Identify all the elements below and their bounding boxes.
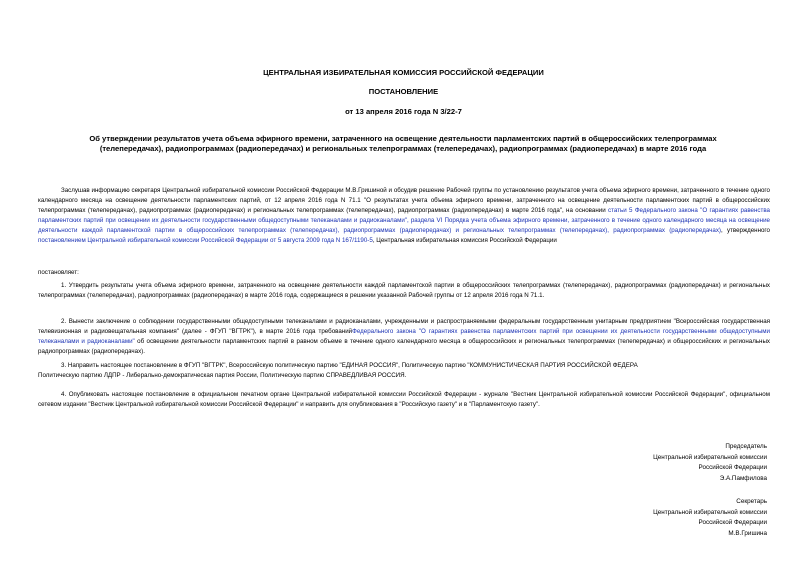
- item-2-text-1: 2. Вынести заключение о соблюдении государственными общедоступными телеканалами и радиоканалами, учрежденными и распространяемыми федеральным государственным унитарным предприятием "Всероссийская государственная телевизионная и радиовещательная компания" (далее - ФГУП "ВГТРК"), в марте 2016 года требований: [38, 318, 770, 335]
- item-2-paragraph: [38, 317, 770, 357]
- signature-role: Председатель: [725, 443, 767, 450]
- signature-name: Э.А.Памфилова: [719, 474, 767, 482]
- item-2-text-2: об освещении деятельности парламентских партий в равном объеме в течение одного календарного месяца в общероссийских и региональных телепрограммах (телепередачах) и общероссийских и региональных радиопрограммах (радиопередачах).: [38, 338, 770, 355]
- signature-org-line-2: Российской Федерации: [698, 464, 767, 471]
- signature-org-line-1: Центральной избирательной комиссии: [653, 453, 767, 461]
- decree-word: постановляет:: [38, 269, 79, 276]
- secretary-signature-block: [653, 497, 767, 539]
- intro-text-1: Заслушав информацию секретаря Центральной избирательной комиссии Российской Федерации М.В.Гришиной и обсудив решение Рабочей группы по установлению результатов учета объема эфирного времени, затраченного в течение одного календарного месяца на освещение деятельности парламентских партий, от 12 апреля 2016 года N 71.1 "О результатах учета объема эфирного времени, затраченного на освещение деятельности парламентских партий в общероссийских телепрограммах (телепередачах), радиопрограммах (радиопередачах) и региональных телепрограммах (телепередачах), радиопрограммах (радиопередачах) в марте 2016 года", на основании: [38, 187, 770, 214]
- date-number-heading: от 13 апреля 2016 года N 3/22-7: [345, 107, 462, 116]
- cec-resolution-link[interactable]: постановлением Центральной избирательной комиссии Российской Федерации от 5 августа 2009 года N 167/1190-5: [38, 237, 373, 244]
- intro-text-3: , Центральная избирательная комиссия Российской Федерации: [372, 237, 557, 244]
- item-3-paragraph: [38, 361, 770, 381]
- intro-paragraph: [38, 186, 770, 246]
- signature-org-line-2: Российской Федерации: [698, 519, 767, 526]
- org-heading: ЦЕНТРАЛЬНАЯ ИЗБИРАТЕЛЬНАЯ КОМИССИЯ РОССИЙСКОЙ ФЕДЕРАЦИИ: [263, 68, 544, 77]
- intro-text-2: , утвержденного: [720, 227, 770, 234]
- doc-type-heading: ПОСТАНОВЛЕНИЕ: [368, 87, 439, 96]
- signature-org-line-1: Центральной избирательной комиссии: [653, 508, 767, 516]
- law-article-5-link[interactable]: статьи 5 Федерального закона "О гарантиях равенства парламентских партий при освещении их деятельности государственными общедоступными телеканалами и радиоканалами",: [38, 207, 771, 224]
- chairman-signature-block: [653, 442, 767, 484]
- federal-law-link[interactable]: Федерального закона "О гарантиях равенства парламентских партий при освещении их деятельности государственными общедоступными телеканалами и радиоканалами": [38, 328, 771, 345]
- document-title: Об утверждении результатов учета объема эфирного времени, затраченного на освещение деятельности парламентских партий в общероссийских телепрограммах (телепередачах), радиопрограммах (радиопередачах) и региональных телепрограммах (телепередачах), радиопрограммах (радиопередачах) в марте 2016 года: [89, 134, 717, 153]
- item-1-paragraph: 1. Утвердить результаты учета объема эфирного времени, затраченного на освещение деятельности каждой парламентской партии в общероссийских телепрограммах (телепередачах), радиопрограммах (радиопередачах) и региональных телепрограммах (телепередачах), радиопрограммах (радиопередачах) в марте 2016 года, содержащиеся в решении указанной Рабочей группы от 12 апреля 2016 года N 71.1.: [38, 282, 770, 299]
- signature-name: М.В.Гришина: [728, 529, 767, 537]
- item-3-line-2: Политическую партию ЛДПР - Либерально-демократическая партия России, Политическую партию СПРАВЕДЛИВАЯ РОССИЯ.: [38, 372, 407, 379]
- procedure-section-6-link[interactable]: раздела VI Порядка учета объема эфирного времени, затраченного в течение одного календарного месяца на освещение деятельности каждой парламентской партии в общероссийских телепрограммах (телепередачах), радиопрограммах (радиопередачах) и региональных телепрограммах (телепередачах), радиопрограммах (радиопередачах): [38, 217, 770, 234]
- item-3-line-1: 3. Направить настоящее постановление в ФГУП "ВГТРК", Всероссийскую политическую партию "ЕДИНАЯ РОССИЯ", Политическую партию "КОММУНИСТИЧЕСКАЯ ПАРТИЯ РОССИЙСКОЙ ФЕДЕРА: [61, 362, 638, 369]
- item-4-paragraph: 4. Опубликовать настоящее постановление в официальном печатном органе Центральной избирательной комиссии Российской Федерации - журнале "Вестник Центральной избирательной комиссии Российской Федерации", официальном сетевом издании "Вестник Центральной избирательной комиссии Российской Федерации" и направить для опубликования в "Российскую газету" и в "Парламентскую газету".: [38, 391, 770, 408]
- signature-role: Секретарь: [736, 498, 767, 505]
